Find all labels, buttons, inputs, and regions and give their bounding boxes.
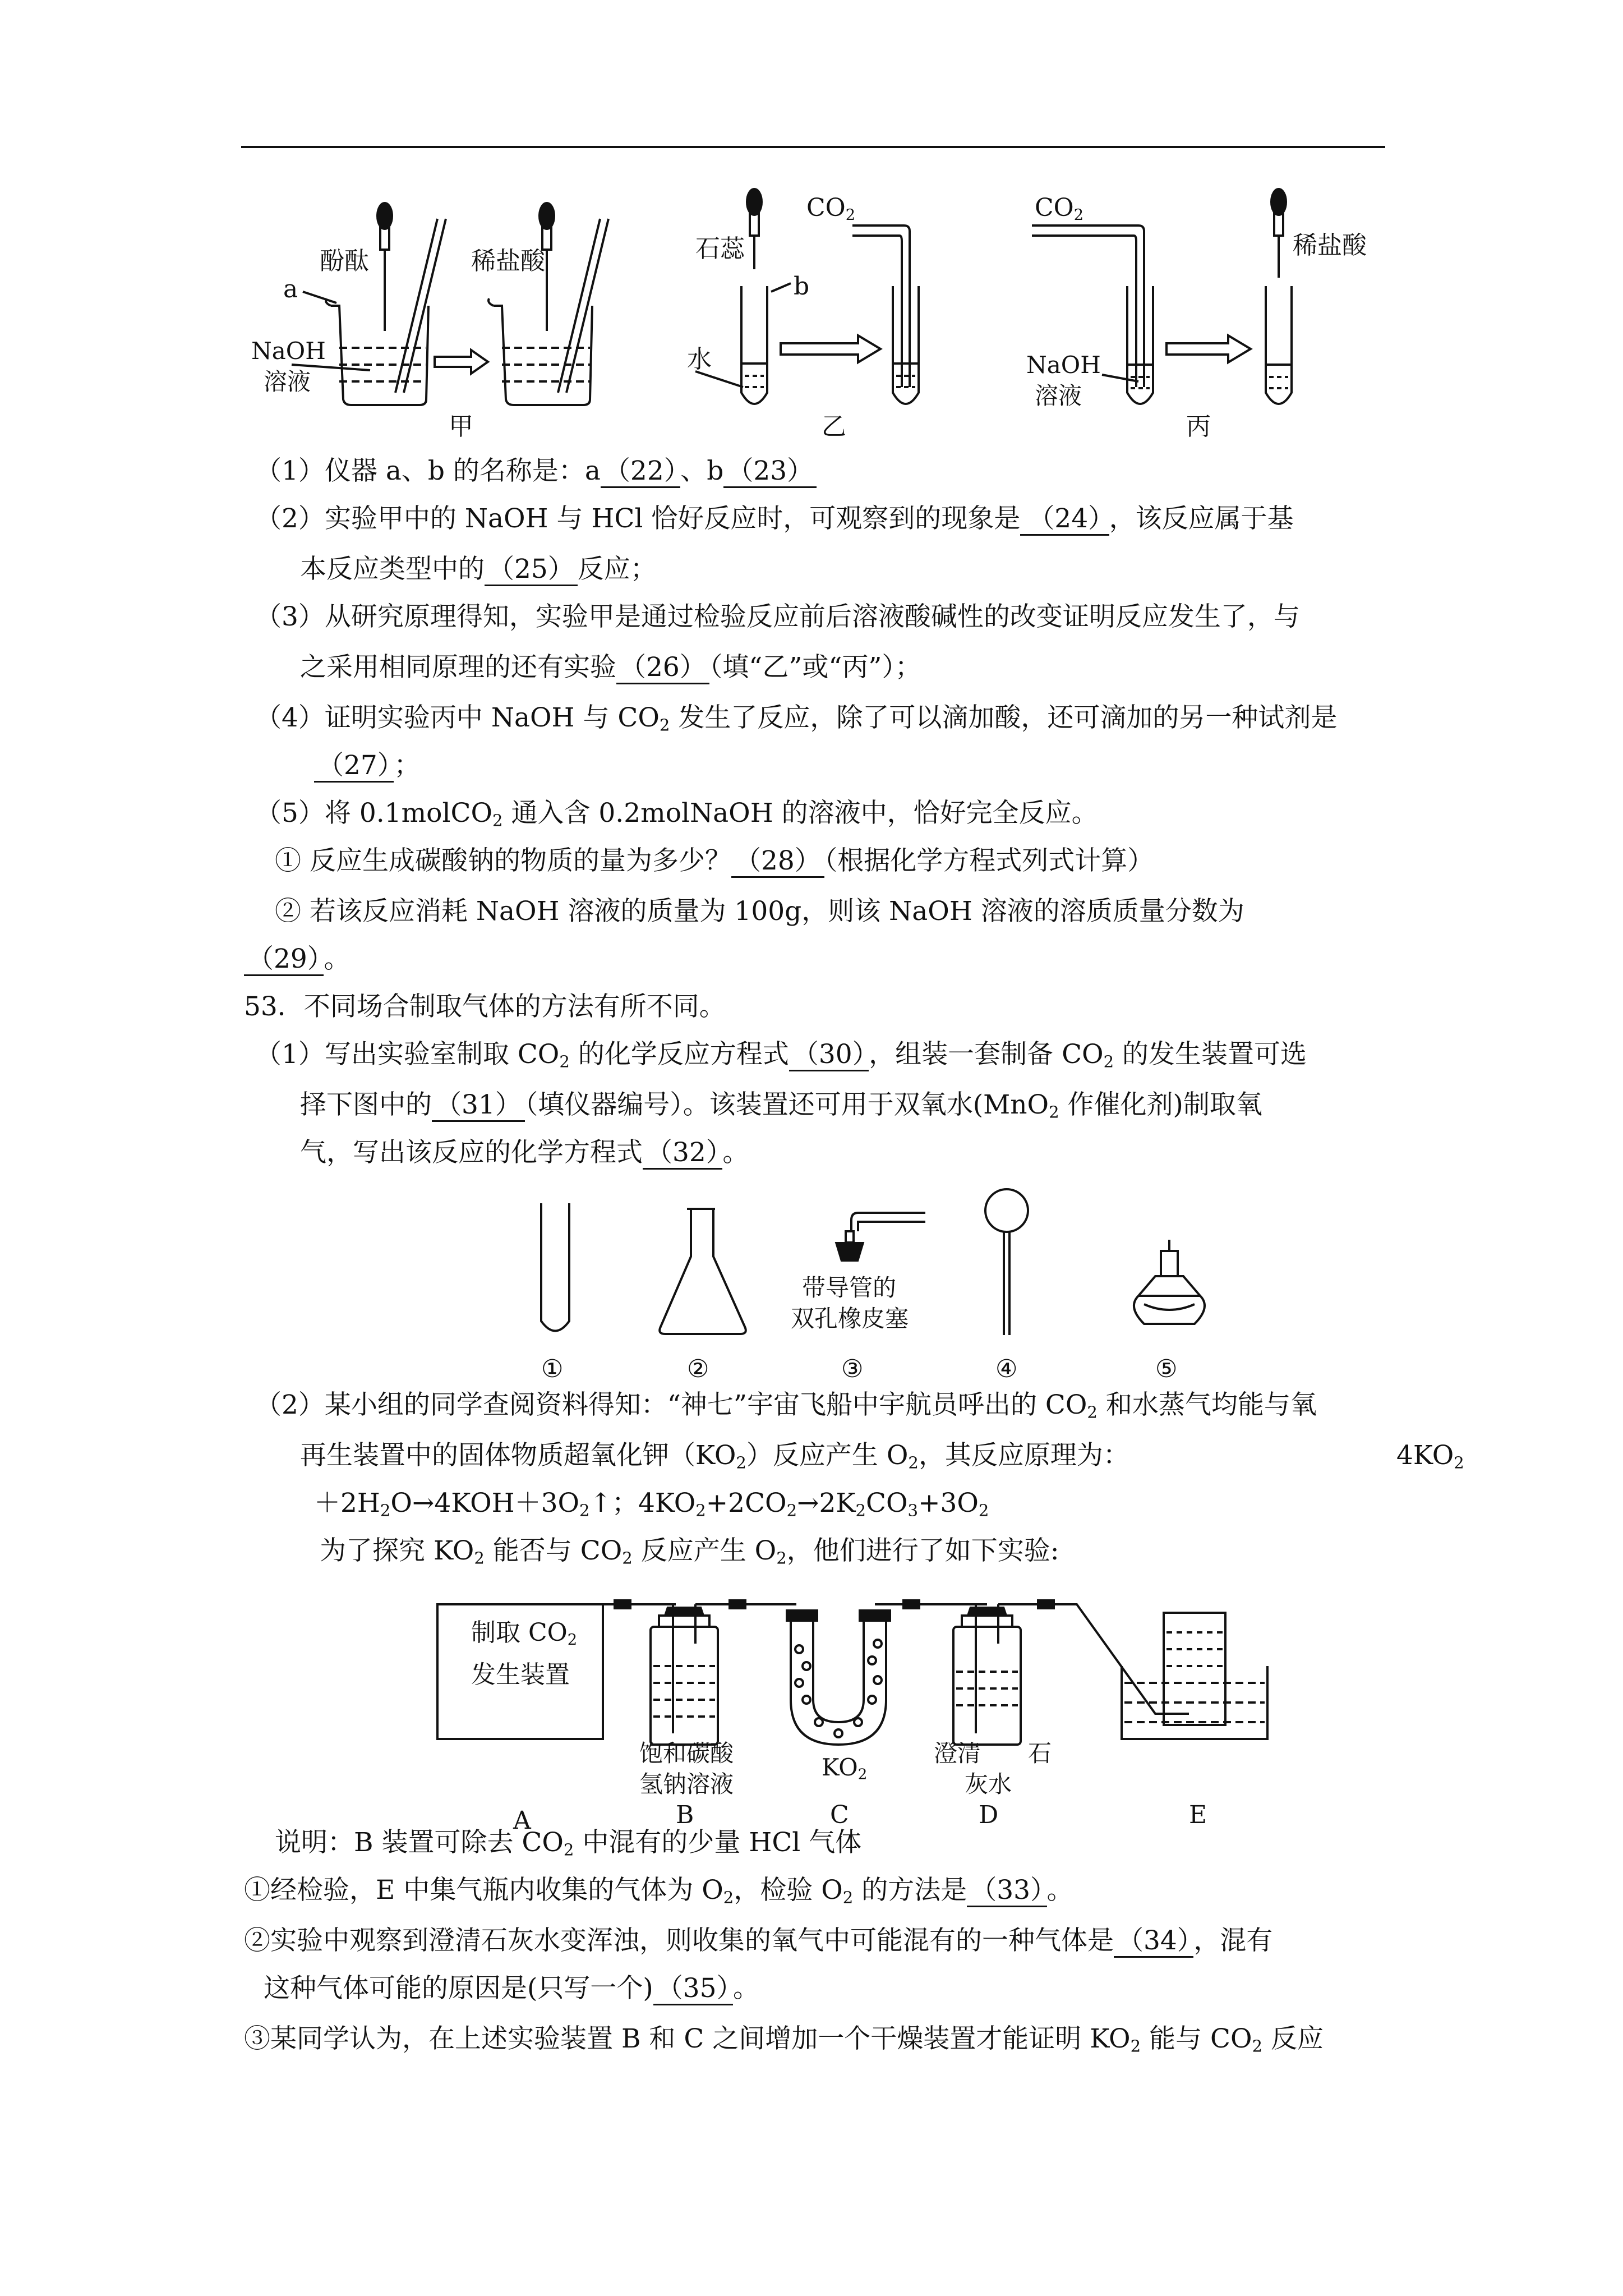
- label-limewater-1: 澄清 石: [934, 1740, 1052, 1767]
- label-E: E: [1189, 1801, 1207, 1829]
- blank-29[interactable]: （29）: [244, 944, 324, 976]
- q53-title: 53．不同场合制取气体的方法有所不同。: [244, 991, 726, 1022]
- test-tube-b1-icon: [741, 286, 767, 404]
- q52-part4-line2: （27） ；: [314, 749, 420, 783]
- blank-27[interactable]: （27）: [314, 750, 394, 783]
- q53-sub2-line2: 这种气体可能的原因是(只写一个) （35） 。: [264, 1972, 759, 2005]
- q52-part5-line1: （5）将 0.1molCO$_2$ 通入含 0.2molNaOH 的溶液中，恰好完全反应。: [255, 798, 1098, 830]
- apparatus-number-1: ①: [541, 1355, 564, 1383]
- q53-part1-line3: 气，写出该反应的化学方程式 （32） 。: [300, 1136, 749, 1170]
- label-b-solution-2: 氢钠溶液: [639, 1770, 734, 1798]
- label-naoh-1: NaOH: [251, 337, 326, 365]
- label-limewater-2: 灰水: [965, 1770, 1012, 1798]
- q53-part1-line2: 择下图中的 （31） （填仪器编号）。该装置还可用于双氧水(MnO$_2$ 作催化剂)制取氧: [300, 1089, 1262, 1122]
- blank-34[interactable]: （34）: [1114, 1925, 1193, 1958]
- water-trough-e-icon: [1122, 1613, 1267, 1739]
- q52-part2-line2: 本反应类型中的 （25） 反应；: [300, 553, 657, 586]
- label-solution-2: 溶液: [1035, 382, 1082, 409]
- q52-part3-line1: （3）从研究原理得知，实验甲是通过检验反应前后溶液酸碱性的改变证明反应发生了，与: [255, 601, 1300, 632]
- apparatus-number-5: ⑤: [1155, 1355, 1178, 1383]
- q52-part4-line1: （4）证明实验丙中 NaOH 与 $CO_2$ 发生了反应，除了可以滴加酸，还可滴加的另一种试剂是: [255, 702, 1338, 735]
- q53-sub2-line1: ②实验中观察到澄清石灰水变浑浊，则收集的氧气中可能混有的一种气体是 （34） ，混有: [244, 1924, 1272, 1958]
- conical-flask-icon: [660, 1209, 746, 1334]
- box-label-2: 发生装置: [471, 1660, 570, 1689]
- label-jia: 甲: [449, 412, 473, 441]
- q52-part5-sub2: ② 若该反应消耗 NaOH 溶液的质量为 100g，则该 NaOH 溶液的溶质质量分数为: [275, 896, 1244, 927]
- q52-part3-line2: 之采用相同原理的还有实验 （26） （填“乙”或“丙”）；: [300, 651, 921, 684]
- label-a: a: [283, 275, 298, 303]
- figure-experiment-setup: [0, 1571, 1623, 1823]
- label-stopper-1: 带导管的: [802, 1274, 897, 1301]
- q53-part2-line1: （2）某小组的同学查阅资料得知：“神七”宇宙飞船中宇航员呼出的 $CO_2$ 和水蒸气均能与氧: [255, 1389, 1317, 1422]
- washing-bottle-b-icon: [651, 1604, 718, 1745]
- label-litmus: 石蕊: [695, 234, 745, 263]
- u-tube-c-icon: [786, 1610, 891, 1745]
- test-tube-icon: [541, 1203, 569, 1331]
- q52-part2-line1: （2）实验甲中的 NaOH 与 HCl 恰好反应时，可观察到的现象是 （24） ，该反应属于基: [255, 502, 1294, 536]
- apparatus-number-4: ④: [995, 1355, 1018, 1383]
- label-B: B: [676, 1801, 694, 1829]
- label-naoh-2: NaOH: [1026, 351, 1101, 379]
- box-label-1: 制取 $CO_2$: [471, 1618, 578, 1649]
- apparatus-number-2: ②: [687, 1355, 709, 1383]
- label-b-solution-1: 饱和碳酸: [639, 1740, 734, 1767]
- label-co2-1: $CO_2$: [806, 194, 856, 224]
- label-ko2: $KO_2$: [822, 1754, 868, 1783]
- label-dilute-hcl-1: 稀盐酸: [471, 247, 545, 275]
- washing-bottle-d-icon: [953, 1604, 1021, 1745]
- label-phenolphthalein: 酚酞: [320, 247, 369, 275]
- alcohol-lamp-icon: [1134, 1240, 1205, 1324]
- pointer-b: [771, 283, 791, 292]
- dropper-1-icon: [377, 203, 393, 331]
- blank-26[interactable]: （26）: [616, 652, 709, 684]
- q53-part1-line1: （1）写出实验室制取 $CO_2$ 的化学反应方程式 （30） ，组装一套制备 $CO_2$ 的发生装置可选: [255, 1039, 1307, 1071]
- blank-22[interactable]: （22）: [601, 455, 680, 488]
- q53-part2-line2: 再生装置中的固体物质超氧化钾$(KO_2)$反应产生 $O_2$，其反应原理为：: [300, 1440, 1129, 1473]
- q53-part2-line4: 为了探究 $KO_2$ 能否与 $CO_2$ 反应产生 $O_2$，他们进行了如下实验:: [320, 1535, 1059, 1568]
- dropper-3-icon: [746, 188, 762, 269]
- label-D: D: [979, 1801, 999, 1829]
- q53-note: 说明：B 装置可除去 $CO_2$ 中混有的少量 HCl 气体: [275, 1827, 862, 1860]
- blank-35[interactable]: （35）: [653, 1973, 733, 2005]
- blank-32[interactable]: （32）: [643, 1137, 722, 1170]
- label-water: 水: [687, 345, 712, 374]
- blank-25[interactable]: （25）: [485, 554, 578, 586]
- label-A: A: [513, 1806, 531, 1835]
- blank-30[interactable]: （30）: [789, 1039, 869, 1071]
- blank-23[interactable]: （23）: [723, 455, 817, 488]
- q52-part1: （1）仪器 a、b 的名称是：a （22） 、b （23）: [255, 454, 817, 488]
- label-C: C: [830, 1801, 849, 1829]
- apparatus-number-3: ③: [841, 1355, 864, 1383]
- q53-sub1: ①经检验，E 中集气瓶内收集的气体为 $O_2$，检验 $O_2$ 的方法是 （33） 。: [244, 1875, 1073, 1907]
- label-b: b: [794, 272, 810, 301]
- blank-33[interactable]: （33）: [967, 1875, 1046, 1907]
- test-tube-c2-icon: [1266, 286, 1292, 404]
- test-tube-b2-icon: [852, 226, 919, 404]
- label-solution-1: 溶液: [264, 368, 311, 395]
- dropper-4-icon: [1271, 188, 1287, 278]
- label-co2-2: $CO_2$: [1035, 194, 1084, 224]
- q52-part5-sub1: ① 反应生成碳酸钠的物质的量为多少？ （28） （根据化学方程式列式计算）: [275, 844, 1154, 878]
- blank-28[interactable]: （28）: [731, 845, 824, 878]
- label-stopper-2: 双孔橡皮塞: [791, 1305, 909, 1332]
- label-yi: 乙: [822, 412, 846, 441]
- q52-part5-sub2-line2: （29） 。: [244, 942, 350, 976]
- long-neck-funnel-icon: [985, 1189, 1028, 1335]
- label-dilute-hcl-2: 稀盐酸: [1293, 231, 1367, 260]
- rubber-stopper-icon: [836, 1213, 925, 1261]
- figure-neutralization-experiments: [0, 0, 1623, 460]
- q53-part2-line2-end: $4KO_2$: [1396, 1440, 1464, 1473]
- pointer-a: [303, 292, 336, 303]
- blank-31[interactable]: （31）: [432, 1089, 525, 1122]
- label-bing: 丙: [1186, 412, 1211, 441]
- q53-sub3: ③某同学认为，在上述实验装置 B 和 C 之间增加一个干燥装置才能证明 $KO_2$ 能与 $CO_2$ 反应: [244, 2023, 1324, 2056]
- q53-part2-equation: $+2H_2O\to 4KOH+3O_2↑$；$4KO_2+2CO_2\to 2K_2CO_3+3O_2$: [314, 1488, 989, 1520]
- blank-24[interactable]: （24）: [1020, 503, 1109, 536]
